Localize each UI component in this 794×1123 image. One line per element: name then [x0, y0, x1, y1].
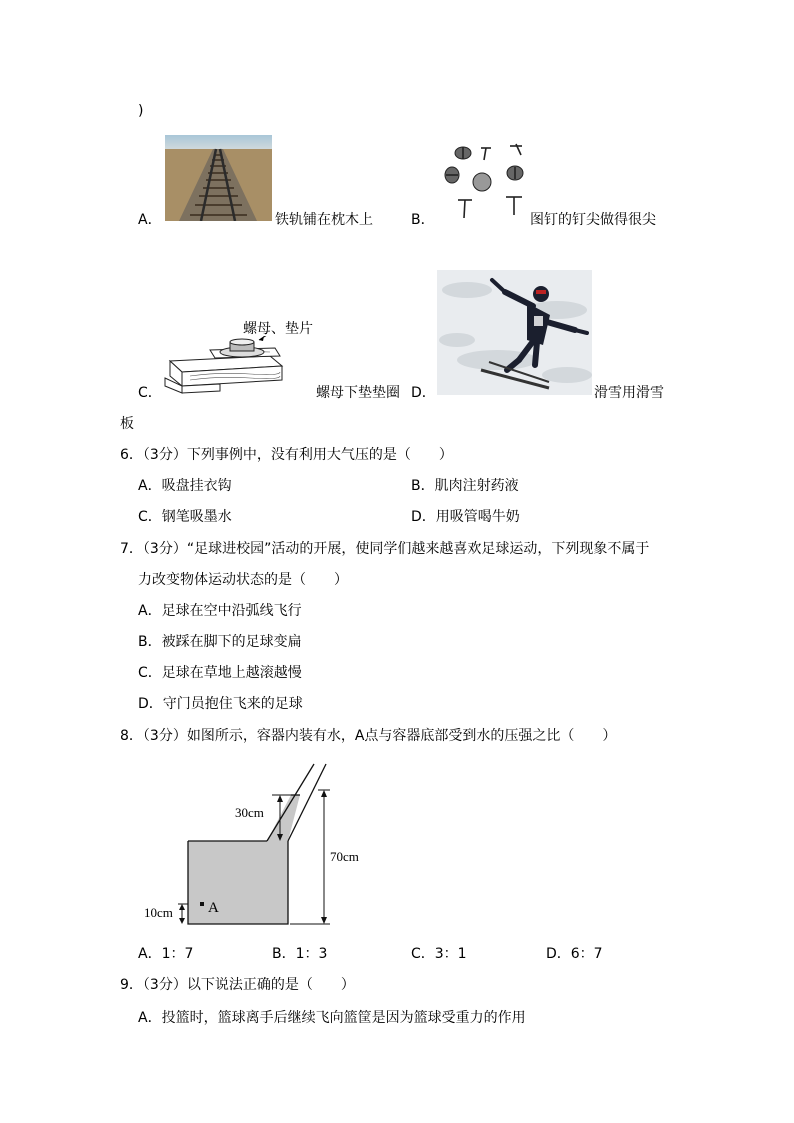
q8-stem: 8．（3分）如图所示，容器内装有水，A点与容器底部受到水的压强之比（ ）: [120, 728, 617, 744]
container-figure: [140, 760, 380, 932]
q5-option-b-letter: B．: [411, 212, 435, 228]
q7-option-b: B．被踩在脚下的足球变扁: [138, 634, 302, 650]
q7-option-d: D．守门员抱住飞来的足球: [138, 696, 303, 712]
q7-option-a: A．足球在空中沿弧线飞行: [138, 603, 302, 619]
q5-option-b-text: 图钉的钉尖做得很尖: [530, 212, 656, 228]
q8-label-70cm: 70cm: [330, 849, 359, 864]
q8-option-d: D．6：7: [546, 946, 603, 962]
nut-washer-figure: [160, 336, 285, 396]
q6-option-a: A．吸盘挂衣钩: [138, 478, 232, 494]
skier-photo: [437, 270, 592, 395]
q6-option-c: C．钢笔吸墨水: [138, 509, 232, 525]
q5-option-a-text: 铁轨铺在枕木上: [275, 212, 373, 228]
q5-option-a-letter: A．: [138, 212, 162, 228]
q5-option-c-text: 螺母下垫垫圈: [316, 385, 400, 401]
q9-stem: 9．（3分）以下说法正确的是（ ）: [120, 977, 355, 993]
q8-option-c: C．3：1: [411, 946, 467, 962]
q7-stem-line2: 力改变物体运动状态的是（ ）: [138, 572, 348, 588]
thumbtacks-figure: [435, 135, 535, 225]
q8-option-a: A．1：7: [138, 946, 194, 962]
q6-option-b: B．肌肉注射药液: [411, 478, 519, 494]
q9-option-a: A．投篮时，篮球离手后继续飞向篮筐是因为篮球受重力的作用: [138, 1010, 526, 1026]
q5-option-d-text: 滑雪用滑雪: [594, 385, 664, 401]
q5-option-c-letter: C．: [138, 385, 162, 401]
railway-photo: [165, 135, 272, 221]
q8-option-b: B．1：3: [272, 946, 328, 962]
q5-option-d-letter: D．: [411, 385, 436, 401]
q5-option-d-wrap: 板: [120, 416, 134, 432]
q7-stem-line1: 7．（3分）“足球进校园”活动的开展，使同学们越来越喜欢足球运动，下列现象不属于: [120, 541, 650, 557]
q8-label-30cm: 30cm: [235, 805, 264, 820]
q8-point-a-label: A: [208, 900, 219, 916]
q5-stem-tail: ): [138, 103, 144, 119]
q5-option-c-figure-label: 螺母、垫片: [243, 321, 313, 337]
q6-stem: 6．（3分）下列事例中，没有利用大气压的是（ ）: [120, 447, 453, 463]
q8-label-10cm: 10cm: [144, 905, 173, 920]
q6-option-d: D．用吸管喝牛奶: [411, 509, 520, 525]
q7-option-c: C．足球在草地上越滚越慢: [138, 665, 302, 681]
